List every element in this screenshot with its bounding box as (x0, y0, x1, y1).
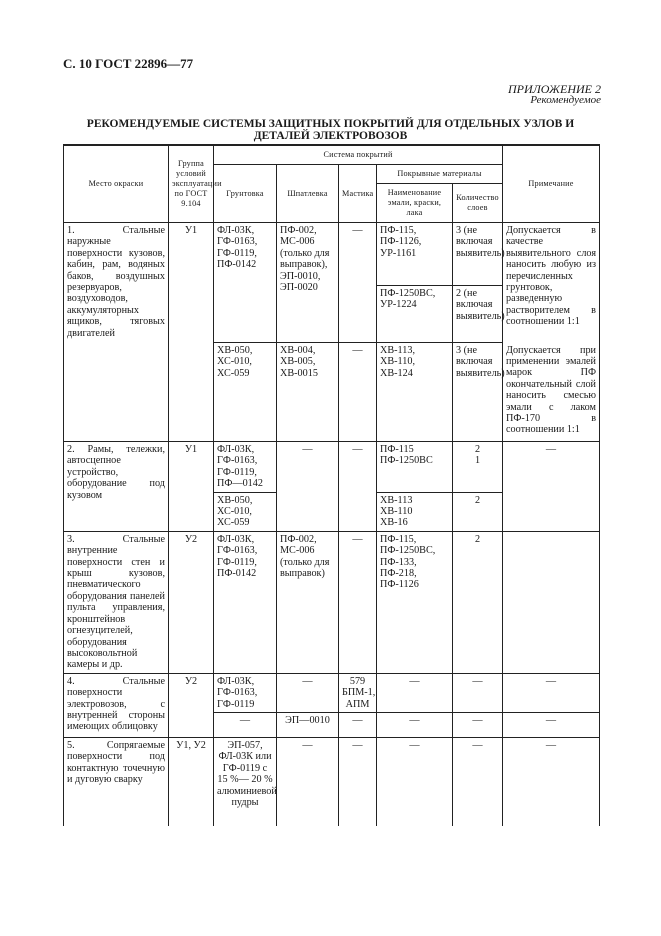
header-place: Место окраски (64, 145, 169, 223)
header-name: Наименование эмали, краски, лака (377, 184, 453, 223)
row2-place: 2. Рамы, тележки, автосцепное устройство, оборудование под кузовом (64, 442, 169, 532)
row3-putty: ПФ-002, МС-006 (только для выправок) (277, 531, 339, 673)
row4-mastic-a: 579 БПМ-1, АПМ (339, 673, 377, 712)
row4-name-b: — (377, 712, 453, 737)
row1-primer-a: ФЛ-03К, ГФ-0163, ГФ-0119, ПФ-0142 (214, 223, 277, 343)
row1-note-a: Допускается в качестве выявительного слоя наносить любую из перечисленных грунтовок, разведенную растворителем в соотношении 1:1 (503, 223, 600, 343)
header-layers: Количество слоев (453, 184, 503, 223)
row4-note-b: — (503, 712, 600, 737)
header-system: Система покрытий (214, 145, 503, 165)
page-header: С. 10 ГОСТ 22896—77 (63, 56, 194, 71)
table-row (64, 737, 600, 826)
row1-layers-a1: 3 (не включая выявитель) (453, 223, 503, 286)
row4-mastic-b: — (339, 712, 377, 737)
row2-primer-a: ФЛ-03К, ГФ-0163, ГФ-0119, ПФ—0142 (214, 442, 277, 493)
row4-putty-b: ЭП—0010 (277, 712, 339, 737)
row2-layers-a-value: 2 1 (474, 444, 481, 467)
row4-layers-a: — (453, 673, 503, 712)
row5-layers: — (453, 737, 503, 826)
row3-primer: ФЛ-03К, ГФ-0163, ГФ-0119, ПФ-0142 (214, 531, 277, 673)
row1-note-b: Допускается при применении эмалей марок ПФ окончательный слой наносить смесью эмали с лаком ПФ-170 в соотношении 1:1 (503, 343, 600, 442)
row1-mastic-a: — (339, 223, 377, 343)
row4-primer-a: ФЛ-03К, ГФ-0163, ГФ-0119 (214, 673, 277, 712)
row1-layers-b: 3 (не включая выявитель) (453, 343, 503, 442)
row5-note: — (503, 737, 600, 826)
row3-layers: 2 (453, 531, 503, 673)
row2-note: — (503, 442, 600, 532)
row2-name-b (377, 492, 453, 531)
appendix-label (508, 84, 601, 106)
row3-group: У2 (169, 531, 214, 673)
row5-mastic: — (339, 737, 377, 826)
row1-place: 1. Стальные наружные поверхности кузовов, кабин, рам, водяных баков, воздушных резервуаров, воздуховодов, аккумуляторных ящиков, тяговых двигателей (64, 223, 169, 442)
header-mastic: Мастика (339, 165, 377, 223)
row2-name-b-value: ХВ-113 ХВ-110 ХВ-16 (380, 494, 413, 529)
row4-putty-a: — (277, 673, 339, 712)
header-primer: Грунтовка (214, 165, 277, 223)
table-row (64, 673, 600, 712)
row5-putty: — (277, 737, 339, 826)
row1-layers-a2: 2 (не включая выявитель) (453, 286, 503, 343)
row1-name-b: ХВ-113, ХВ-110, ХВ-124 (377, 343, 453, 442)
row4-note-a: — (503, 673, 600, 712)
row1-mastic-b: — (339, 343, 377, 442)
row1-group: У1 (169, 223, 214, 442)
row1-putty-a: ПФ-002, МС-006 (только для выправок), ЭП-0010, ЭП-0020 (277, 223, 339, 343)
row4-place: 4. Стальные поверхности электровозов, с внутренней стороны имеющих облицовку (64, 673, 169, 737)
row3-place: 3. Стальные внутренние поверхности стен и крыш кузовов, пневматического оборудования панелей пульта управления, кронштейнов огнезуцителей, оборудования высоковольтной камеры и др. (64, 531, 169, 673)
header-group: Группа условий эксплуатации по ГОСТ 9.104 (169, 145, 214, 223)
row2-layers-a (453, 442, 503, 493)
row2-layers-b: 2 (453, 492, 503, 531)
appendix-subtitle: Рекомендуемое (530, 94, 601, 106)
row4-primer-b: — (214, 712, 277, 737)
table-row (64, 442, 600, 493)
row4-name-a: — (377, 673, 453, 712)
row1-primer-b: ХВ-050, ХС-010, ХС-059 (214, 343, 277, 442)
row1-name-a2: ПФ-1250ВС, УР-1224 (377, 286, 453, 343)
header-note: Примечание (503, 145, 600, 223)
table-row (64, 223, 600, 286)
row1-name-a1: ПФ-115, ПФ-1126, УР-1161 (377, 223, 453, 286)
row5-group: У1, У2 (169, 737, 214, 826)
row5-place: 5. Сопрягаемые поверхности под контактную точечную и дуговую сварку (64, 737, 169, 826)
row2-mastic: — (339, 442, 377, 532)
row2-primer-b: ХВ-050, ХС-010, ХС-059 (214, 492, 277, 531)
row2-name-a: ПФ-115 ПФ-1250ВС (377, 442, 453, 493)
row4-group: У2 (169, 673, 214, 737)
table-row (64, 531, 600, 673)
row5-name: — (377, 737, 453, 826)
row2-group: У1 (169, 442, 214, 532)
row4-layers-b: — (453, 712, 503, 737)
row3-name: ПФ-115, ПФ-1250ВС, ПФ-133, ПФ-218, ПФ-1126 (377, 531, 453, 673)
row3-note (503, 531, 600, 673)
header-materials: Покрывные материалы (377, 165, 503, 184)
appendix-title: ПРИЛОЖЕНИЕ 2 (508, 82, 601, 96)
coatings-table (63, 144, 600, 826)
row1-putty-b: ХВ-004, ХВ-005, ХВ-0015 (277, 343, 339, 442)
row3-mastic: — (339, 531, 377, 673)
header-putty: Шпатлевка (277, 165, 339, 223)
row2-putty: — (277, 442, 339, 532)
document-title: РЕКОМЕНДУЕМЫЕ СИСТЕМЫ ЗАЩИТНЫХ ПОКРЫТИЙ ДЛЯ ОТДЕЛЬНЫХ УЗЛОВ И ДЕТАЛЕЙ ЭЛЕКТРОВОЗОВ (86, 118, 575, 142)
row5-primer: ЭП-057, ФЛ-03К или ГФ-0119 с 15 %— 20 % алюминиевой пудры (214, 737, 277, 826)
